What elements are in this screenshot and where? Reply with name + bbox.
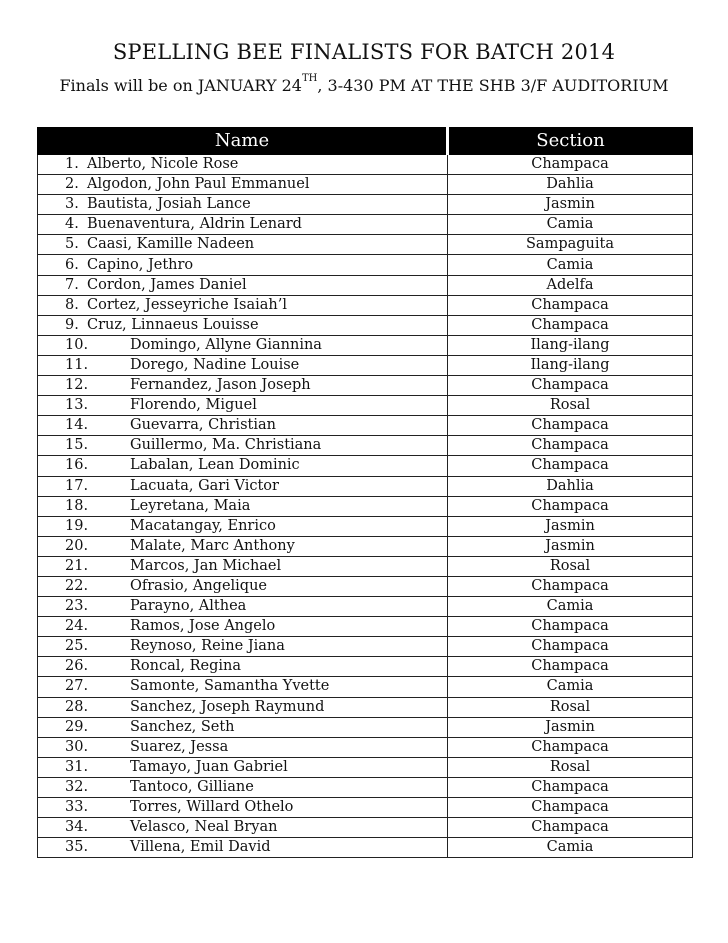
table-row [38, 536, 693, 556]
row-number: 31. [65, 758, 89, 775]
finalist-section: Champaca [448, 818, 693, 838]
table-row [38, 496, 693, 516]
finalist-name: Samonte, Samantha Yvette [130, 678, 330, 695]
table-header-row [38, 128, 693, 155]
finalist-section: Jasmin [448, 516, 693, 536]
finalist-name-cell [38, 396, 448, 416]
finalist-section: Rosal [448, 697, 693, 717]
finalist-name: Macatangay, Enrico [130, 517, 276, 534]
finalist-name: Villena, Emil David [130, 839, 271, 856]
table-row [38, 576, 693, 596]
table-row [38, 476, 693, 496]
finalist-name-cell [38, 637, 448, 657]
row-number: 33. [65, 799, 89, 816]
finalist-section: Camia [448, 677, 693, 697]
finalist-name-cell [38, 456, 448, 476]
finalist-section: Champaca [448, 798, 693, 818]
row-number: 34. [65, 819, 89, 836]
finalist-section: Champaca [448, 295, 693, 315]
subtitle-prefix: Finals will be on JANUARY 24 [59, 76, 302, 95]
finalist-name: Lacuata, Gari Victor [130, 477, 279, 494]
finalist-name-cell [38, 496, 448, 516]
row-number: 17. [65, 477, 89, 494]
finalist-name-cell [38, 597, 448, 617]
table-row [38, 597, 693, 617]
table-row [38, 195, 693, 215]
finalist-name: Velasco, Neal Bryan [130, 819, 278, 836]
finalist-section: Jasmin [448, 536, 693, 556]
subtitle-superscript: TH [301, 73, 318, 84]
name-column-header: Name [38, 128, 448, 155]
finalist-section: Champaca [448, 637, 693, 657]
table-row [38, 737, 693, 757]
table-row [38, 777, 693, 797]
finalist-name-cell [38, 175, 448, 195]
row-number: 6. [65, 256, 79, 273]
finalist-name-cell [38, 476, 448, 496]
table-row [38, 617, 693, 637]
finalist-name: Ofrasio, Angelique [130, 578, 268, 595]
table-row [38, 155, 693, 175]
row-number: 26. [65, 658, 89, 675]
finalist-section: Rosal [448, 757, 693, 777]
finalist-name: Reynoso, Reine Jiana [130, 638, 285, 655]
finalist-name-cell [38, 335, 448, 355]
table-row [38, 757, 693, 777]
finalist-section: Rosal [448, 396, 693, 416]
finalist-name-cell [38, 677, 448, 697]
finalist-name: Cordon, James Daniel [87, 276, 247, 293]
table-row [38, 396, 693, 416]
table-row [38, 295, 693, 315]
finalist-name: Buenaventura, Aldrin Lenard [87, 216, 302, 233]
finalist-name: Cruz, Linnaeus Louisse [87, 316, 259, 333]
row-number: 32. [65, 778, 89, 795]
finalist-name-cell [38, 657, 448, 677]
finalist-name-cell [38, 737, 448, 757]
row-number: 1. [65, 156, 79, 173]
table-row [38, 315, 693, 335]
row-number: 27. [65, 678, 89, 695]
table-row [38, 818, 693, 838]
finalist-name: Tantoco, Gilliane [130, 778, 254, 795]
finalist-name: Florendo, Miguel [130, 397, 257, 414]
finalist-section: Ilang-ilang [448, 335, 693, 355]
finalist-name: Capino, Jethro [87, 256, 194, 273]
finalist-name: Parayno, Althea [130, 598, 247, 615]
page-title: SPELLING BEE FINALISTS FOR BATCH 2014 [112, 40, 616, 64]
table-row [38, 376, 693, 396]
row-number: 22. [65, 578, 89, 595]
row-number: 28. [65, 698, 89, 715]
row-number: 7. [65, 276, 79, 293]
row-number: 35. [65, 839, 89, 856]
finalist-name-cell [38, 798, 448, 818]
row-number: 11. [65, 356, 89, 373]
finalist-name: Sanchez, Seth [130, 718, 235, 735]
row-number: 21. [65, 557, 89, 574]
table-row [38, 657, 693, 677]
finalist-name: Guevarra, Christian [130, 417, 276, 434]
finalist-section: Champaca [448, 155, 693, 175]
row-number: 19. [65, 517, 89, 534]
table-row [38, 556, 693, 576]
finalist-name-cell [38, 536, 448, 556]
row-number: 18. [65, 497, 89, 514]
finalist-name: Leyretana, Maia [130, 497, 251, 514]
finalist-name: Algodon, John Paul Emmanuel [87, 176, 310, 193]
row-number: 12. [65, 377, 89, 394]
finalist-name: Malate, Marc Anthony [130, 537, 295, 554]
finalist-section: Camia [448, 255, 693, 275]
table-row [38, 436, 693, 456]
row-number: 5. [65, 236, 79, 253]
table-row [38, 416, 693, 436]
table-row [38, 697, 693, 717]
table-row [38, 798, 693, 818]
row-number: 16. [65, 457, 89, 474]
table-row [38, 838, 693, 858]
row-number: 8. [65, 296, 79, 313]
finalist-name-cell [38, 717, 448, 737]
finalist-section: Champaca [448, 777, 693, 797]
finalist-section: Ilang-ilang [448, 355, 693, 375]
row-number: 4. [65, 216, 79, 233]
row-number: 24. [65, 618, 89, 635]
table-row [38, 255, 693, 275]
finalist-name: Labalan, Lean Dominic [130, 457, 300, 474]
finalist-name: Roncal, Regina [130, 658, 242, 675]
finalist-section: Champaca [448, 456, 693, 476]
finalist-name: Caasi, Kamille Nadeen [87, 236, 255, 253]
finalists-table [37, 127, 693, 858]
row-number: 15. [65, 437, 89, 454]
row-number: 20. [65, 537, 89, 554]
finalist-name-cell [38, 697, 448, 717]
finalist-name-cell [38, 617, 448, 637]
finalist-section: Dahlia [448, 476, 693, 496]
finalist-section: Jasmin [448, 717, 693, 737]
finalist-name-cell [38, 556, 448, 576]
finalist-name-cell [38, 757, 448, 777]
finalist-section: Champaca [448, 737, 693, 757]
finalist-section: Champaca [448, 416, 693, 436]
finalist-name-cell [38, 516, 448, 536]
finalist-name-cell [38, 416, 448, 436]
finalist-name-cell [38, 215, 448, 235]
finalist-name: Suarez, Jessa [130, 738, 229, 755]
finalist-section: Champaca [448, 576, 693, 596]
finalist-name-cell [38, 576, 448, 596]
page-subtitle [0, 73, 728, 95]
finalist-section: Champaca [448, 315, 693, 335]
finalist-name-cell [38, 315, 448, 335]
table-row [38, 637, 693, 657]
finalist-name: Guillermo, Ma. Christiana [130, 437, 322, 454]
finalist-name-cell [38, 777, 448, 797]
table-row [38, 235, 693, 255]
table-row [38, 717, 693, 737]
table-row [38, 677, 693, 697]
finalist-name: Domingo, Allyne Giannina [130, 336, 322, 353]
finalist-name: Ramos, Jose Angelo [130, 618, 276, 635]
table-row [38, 175, 693, 195]
finalist-name-cell [38, 838, 448, 858]
finalist-name-cell [38, 818, 448, 838]
finalist-name: Bautista, Josiah Lance [87, 196, 251, 213]
subtitle-suffix: , 3-430 PM AT THE SHB 3/F AUDITORIUM [317, 76, 669, 95]
finalist-section: Champaca [448, 617, 693, 637]
finalist-name-cell [38, 436, 448, 456]
finalist-name: Cortez, Jesseyriche Isaiah’l [87, 296, 287, 313]
finalist-name: Marcos, Jan Michael [130, 557, 282, 574]
row-number: 14. [65, 417, 89, 434]
finalist-section: Champaca [448, 657, 693, 677]
table-row [38, 355, 693, 375]
row-number: 23. [65, 598, 89, 615]
finalist-section: Dahlia [448, 175, 693, 195]
finalist-name-cell [38, 275, 448, 295]
row-number: 2. [65, 176, 79, 193]
finalist-name: Fernandez, Jason Joseph [130, 377, 311, 394]
section-column-header: Section [448, 128, 693, 155]
finalist-name-cell [38, 155, 448, 175]
finalist-name: Torres, Willard Othelo [130, 799, 294, 816]
finalist-section: Camia [448, 838, 693, 858]
finalist-name-cell [38, 376, 448, 396]
finalist-section: Camia [448, 597, 693, 617]
finalist-section: Sampaguita [448, 235, 693, 255]
row-number: 29. [65, 718, 89, 735]
finalist-section: Champaca [448, 376, 693, 396]
finalist-section: Rosal [448, 556, 693, 576]
table-row [38, 516, 693, 536]
row-number: 25. [65, 638, 89, 655]
row-number: 3. [65, 196, 79, 213]
finalist-name: Sanchez, Joseph Raymund [130, 698, 325, 715]
finalist-name-cell [38, 355, 448, 375]
finalist-name-cell [38, 255, 448, 275]
finalist-section: Camia [448, 215, 693, 235]
row-number: 10. [65, 336, 89, 353]
table-row [38, 335, 693, 355]
finalist-name: Dorego, Nadine Louise [130, 356, 300, 373]
finalist-name-cell [38, 195, 448, 215]
table-row [38, 275, 693, 295]
row-number: 30. [65, 738, 89, 755]
finalist-name: Alberto, Nicole Rose [87, 156, 239, 173]
table-row [38, 215, 693, 235]
finalist-section: Champaca [448, 436, 693, 456]
finalist-name-cell [38, 235, 448, 255]
finalist-section: Champaca [448, 496, 693, 516]
table-body [38, 155, 693, 858]
row-number: 13. [65, 397, 89, 414]
finalist-name-cell [38, 295, 448, 315]
finalist-name: Tamayo, Juan Gabriel [130, 758, 288, 775]
finalist-section: Jasmin [448, 195, 693, 215]
row-number: 9. [65, 316, 79, 333]
finalist-section: Adelfa [448, 275, 693, 295]
table-row [38, 456, 693, 476]
